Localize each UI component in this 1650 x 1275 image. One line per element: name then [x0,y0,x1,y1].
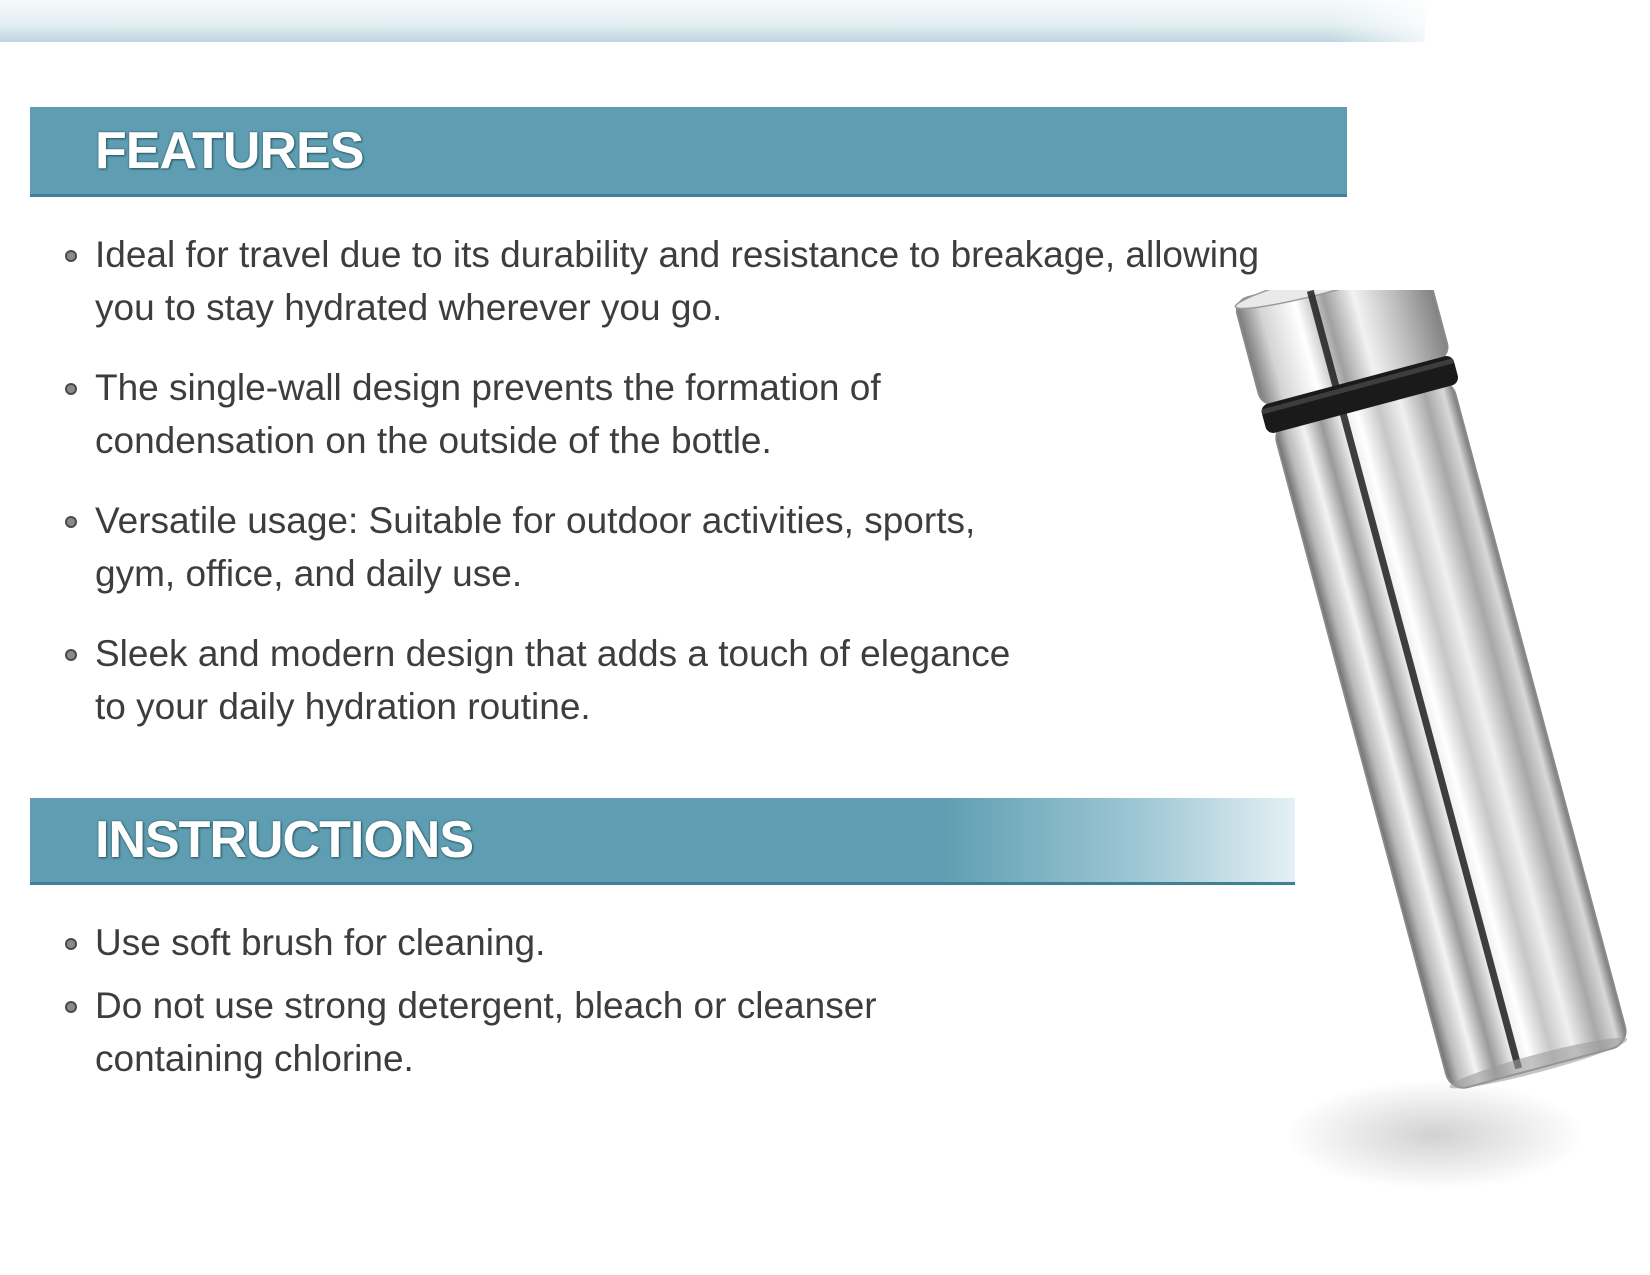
instruction-text: Use soft brush for cleaning. [95,922,546,963]
feature-item [62,627,1035,733]
bullet-icon [65,516,77,528]
bullet-icon [65,1001,77,1013]
top-strip-fade [1330,0,1450,42]
instructions-list [62,916,1022,1095]
steel-bottle-icon [1080,290,1640,1250]
top-gradient-strip [0,0,1425,42]
bullet-icon [65,938,77,950]
bottle-shadow [1285,1080,1585,1190]
features-title: FEATURES [95,121,364,180]
feature-item [62,361,1035,467]
feature-text: Sleek and modern design that adds a touch of elegance to your daily hydration routine. [95,633,1011,727]
bottle-body-group [1231,290,1638,1097]
bullet-icon [65,649,77,661]
feature-text: Versatile usage: Suitable for outdoor activities, sports, gym, office, and daily use. [95,500,976,594]
instruction-text: Do not use strong detergent, bleach or cleanser containing chlorine. [95,985,877,1079]
feature-item [62,494,1035,600]
bullet-icon [65,250,77,262]
bottle-body [1272,377,1629,1091]
feature-text: Ideal for travel due to its durability and resistance to breakage, allowing you to stay hydrated wherever you go. [95,234,1260,328]
instruction-item [62,979,1022,1085]
bullet-icon [65,383,77,395]
features-header [30,107,1347,197]
feature-text: The single-wall design prevents the formation of condensation on the outside of the bottle. [95,367,881,461]
product-image [1080,290,1640,1250]
instruction-item [62,916,1022,969]
instructions-title: INSTRUCTIONS [95,811,473,869]
